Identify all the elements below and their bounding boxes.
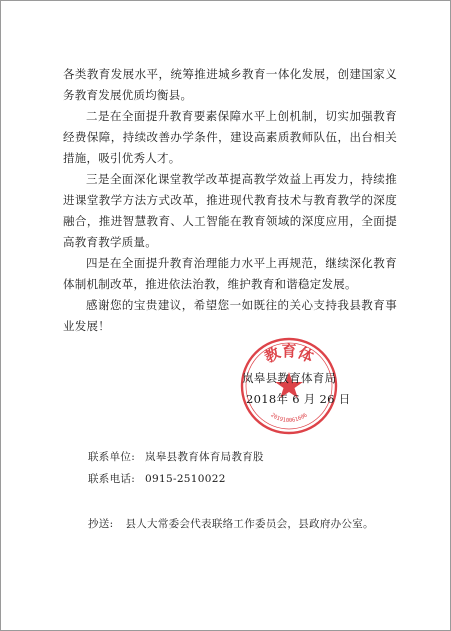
paragraph-4: 四是在全面提升教育治理能力水平上再规范，继续深化教育体制机制改革，推进依法治教，维护教育和谐稳定发展。 [63,256,397,291]
cc-label: 抄送: [88,518,114,530]
signature-block [242,368,351,410]
contact-unit-label: 联系单位: [88,451,136,463]
letter-body [63,64,397,337]
contact-phone-row [88,468,264,490]
contact-phone-value: 0915-2510022 [145,473,226,485]
seal-top-text [262,342,317,366]
seal-bottom-text [269,412,308,424]
paragraph-5: 感谢您的宝贵建议，希望您一如既往的关心支持我县教育事业发展！ [63,298,397,333]
signature-date: 2018年 6 月 26 日 [246,392,351,406]
contact-unit-value: 岚皋县教育体育局教育股 [145,451,264,463]
cc-value: 县人大常委会代表联络工作委员会，县政府办公室。 [125,518,374,530]
signature-org: 岚皋县教育体育局 [242,371,337,385]
seal-top-textpath: 教育体 [261,342,317,367]
contact-unit-row [88,446,264,468]
paragraph-3: 三是全面深化课堂教学改革提高教学效益上再发力，持续推进课堂教学方法方式改革，推进现代教育技术与教育教学的深度融合，推进智慧教育、人工智能在教育领域的深度应用，全面提高教育教学质量。 [63,172,397,249]
seal-bottom-textpath: 201910061606 [269,412,309,425]
paragraph-1: 各类教育发展水平，统筹推进城乡教育一体化发展，创建国家义务教育发展优质均衡县。 [63,67,397,102]
contact-block [88,446,264,490]
contact-phone-label: 联系电话: [88,473,136,485]
cc-line [88,513,374,535]
paragraph-2: 二是在全面提升教育要素保障水平上创机制，切实加强教育经费保障，持续改善办学条件，建设高素质教师队伍，出台相关措施，吸引优秀人才。 [63,109,397,165]
